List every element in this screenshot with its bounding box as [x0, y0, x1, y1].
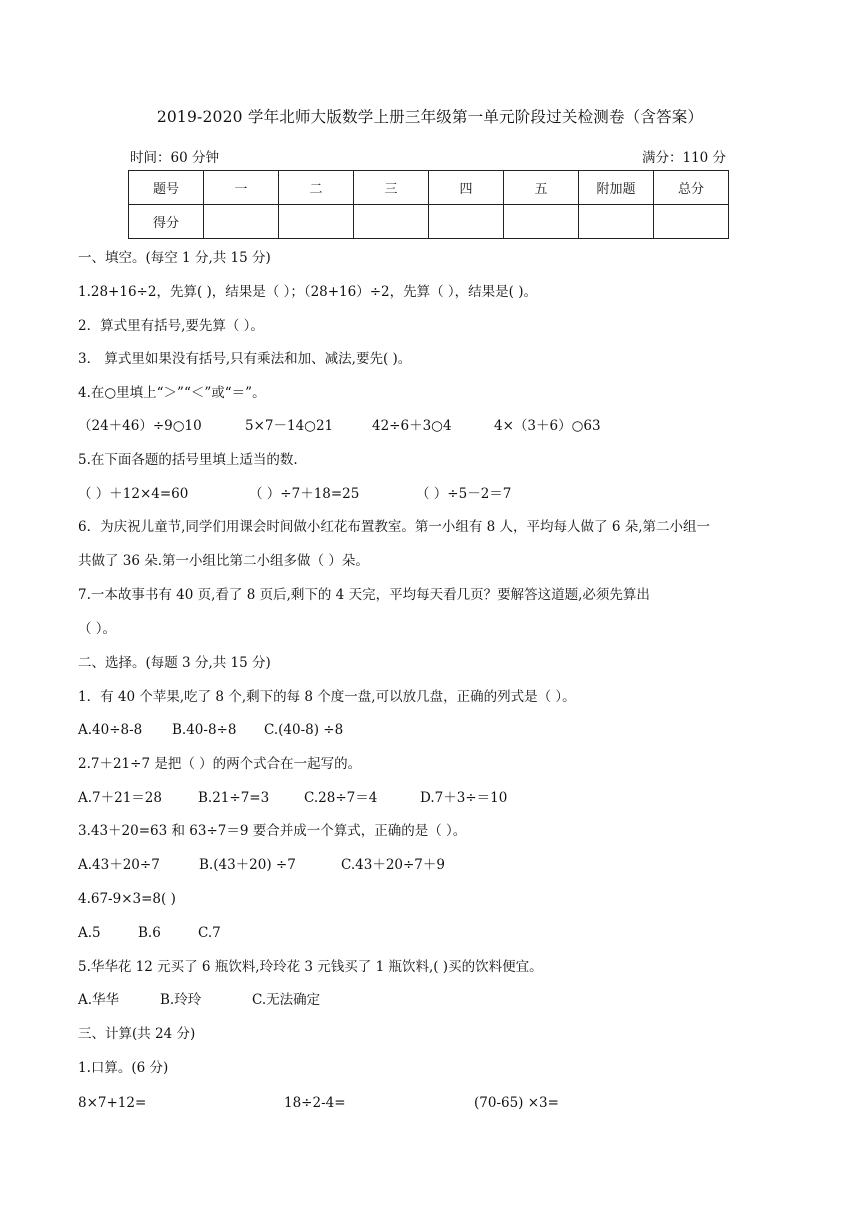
score-header-cell: 四 [429, 171, 504, 205]
s1-question-4-items [78, 417, 601, 435]
calc-item: (70-65) ×3= [474, 1095, 559, 1111]
score-input-cell[interactable] [654, 205, 729, 239]
option: B.(43＋20) ÷7 [199, 857, 296, 873]
score-header-cell: 总分 [654, 171, 729, 205]
fill-item: （ ）÷5－2＝7 [416, 486, 512, 502]
calc-item: 8×7+12= [78, 1095, 147, 1111]
option: A.40÷8-8 [78, 722, 143, 738]
option: A.5 [78, 925, 101, 941]
s1-question-7-line2: （ ）。 [78, 621, 117, 637]
section2-heading: 二、选择。(每题 3 分,共 15 分) [78, 655, 271, 671]
option: C.7 [198, 925, 221, 941]
compare-item: （24＋46）÷9○10 [78, 418, 202, 434]
s3-sub-1: 1.口算。(6 分) [78, 1060, 169, 1076]
option: A.43＋20÷7 [78, 857, 160, 873]
option: A.7＋21＝28 [78, 790, 162, 806]
s1-question-6-line2: 共做了 36 朵.第一小组比第二小组多做（ ）朵。 [78, 553, 369, 569]
score-row-label: 得分 [129, 205, 204, 239]
option: C.无法确定 [252, 992, 321, 1008]
s2-question-5-options [78, 991, 320, 1009]
score-table [128, 170, 729, 239]
score-input-cell[interactable] [279, 205, 354, 239]
option: A.华华 [78, 992, 120, 1008]
fill-item: （ ）＋12×4=60 [78, 486, 189, 502]
s2-question-2: 2.7＋21÷7 是把（ ）的两个式合在一起写的。 [78, 756, 362, 772]
s1-question-3: 3． 算式里如果没有括号,只有乘法和加、减法,要先( )。 [78, 351, 412, 367]
fill-item: （ ）÷7＋18=25 [249, 486, 360, 502]
score-header-cell: 三 [354, 171, 429, 205]
score-header-cell: 二 [279, 171, 354, 205]
score-input-cell[interactable] [504, 205, 579, 239]
option: B.玲玲 [160, 992, 202, 1008]
compare-item: 4×（3＋6）○63 [494, 418, 601, 434]
score-header-cell: 一 [204, 171, 279, 205]
s1-question-2: 2．算式里有括号,要先算（ ）。 [78, 318, 264, 334]
score-input-cell[interactable] [354, 205, 429, 239]
full-score-label: 满分：110 分 [642, 150, 727, 166]
s1-question-5: 5.在下面各题的括号里填上适当的数. [78, 452, 298, 468]
page-title: 2019-2020 学年北师大版数学上册三年级第一单元阶段过关检测卷（含答案） [156, 108, 704, 126]
s1-question-5-items [78, 485, 511, 503]
option: D.7＋3÷＝10 [420, 790, 508, 806]
s3-sub-1-items [78, 1094, 559, 1112]
time-label: 时间：60 分钟 [130, 150, 219, 166]
s2-question-1-options [78, 721, 343, 739]
option: C.43＋20÷7＋9 [341, 857, 445, 873]
s1-question-6-line1: 6．为庆祝儿童节,同学们用课会时间做小红花布置教室。第一小组有 8 人，平均每人做了 6 朵,第二小组一 [78, 519, 711, 535]
score-table-score-row [129, 205, 729, 239]
score-input-cell[interactable] [579, 205, 654, 239]
s2-question-5: 5.华华花 12 元买了 6 瓶饮料,玲玲花 3 元钱买了 1 瓶饮料,( )买的饮料便宜。 [78, 959, 543, 975]
compare-item: 5×7－14○21 [245, 418, 334, 434]
option: B.21÷7=3 [198, 790, 270, 806]
score-input-cell[interactable] [204, 205, 279, 239]
s2-question-2-options [78, 789, 507, 807]
calc-item: 18÷2-4= [284, 1095, 346, 1111]
s2-question-3-options [78, 856, 445, 874]
score-input-cell[interactable] [429, 205, 504, 239]
s2-question-4: 4.67-9×3=8( ) [78, 891, 176, 907]
option: B.6 [138, 925, 161, 941]
score-table-header-row [129, 171, 729, 205]
score-header-cell: 附加题 [579, 171, 654, 205]
s2-question-4-options [78, 924, 221, 942]
option: C.(40-8) ÷8 [264, 722, 344, 738]
s1-question-1: 1.28+16÷2，先算( )，结果是（ ）；（28+16）÷2，先算（ ），结果是( )。 [78, 284, 537, 300]
s1-question-4: 4.在○里填上“＞”“＜”或“＝”。 [78, 385, 266, 401]
section1-heading: 一、填空。(每空 1 分,共 15 分) [78, 250, 271, 266]
compare-item: 42÷6＋3○4 [372, 418, 452, 434]
option: C.28÷7＝4 [304, 790, 378, 806]
section3-heading: 三、计算(共 24 分) [78, 1026, 196, 1042]
score-header-cell: 题号 [129, 171, 204, 205]
s2-question-1: 1．有 40 个苹果,吃了 8 个,剩下的每 8 个度一盘,可以放几盘，正确的列式是（ ）。 [78, 689, 576, 705]
option: B.40-8÷8 [172, 722, 237, 738]
s1-question-7-line1: 7.一本故事书有 40 页,看了 8 页后,剩下的 4 天完，平均每天看几页？要解答这道题,必须先算出 [78, 587, 650, 603]
score-header-cell: 五 [504, 171, 579, 205]
s2-question-3: 3.43＋20=63 和 63÷7＝9 要合并成一个算式，正确的是（ ）。 [78, 823, 467, 839]
